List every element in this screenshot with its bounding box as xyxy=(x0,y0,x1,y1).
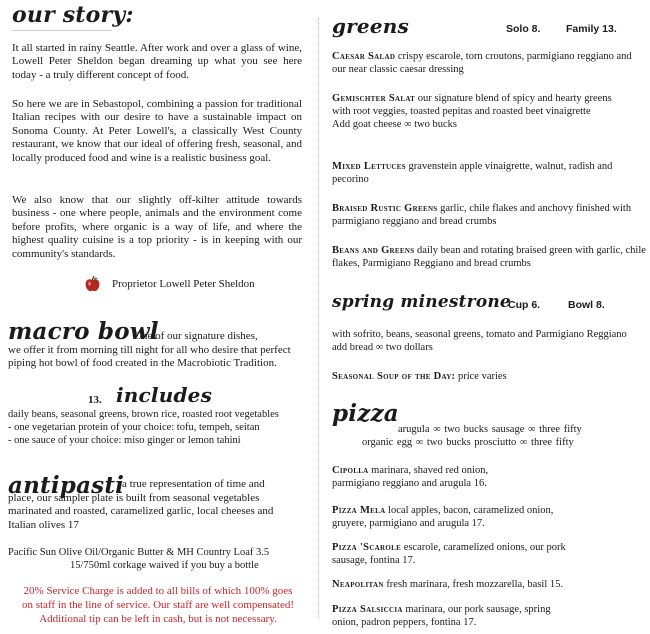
item-name: Mixed Lettuces xyxy=(332,161,406,172)
includes-line-3: - one sauce of your choice: miso ginger or lemon tahini xyxy=(8,435,241,446)
soup-name: Seasonal Soup of the Day: xyxy=(332,371,456,382)
menu-item xyxy=(332,244,646,270)
olive-oil-line: Pacific Sun Olive Oil/Organic Butter & MH Country Loaf 3.5 xyxy=(8,547,270,558)
item-name: Gemischter Salat xyxy=(332,93,416,104)
soup-desc: price varies xyxy=(457,371,507,382)
menu-item xyxy=(332,202,644,228)
menu-item xyxy=(332,603,572,629)
item-desc: marinara, our pork sausage, spring onion, padron peppers, fontina 17. xyxy=(332,604,551,628)
greens-solo-price: Solo 8. xyxy=(506,23,541,35)
menu-item xyxy=(332,504,572,530)
column-divider xyxy=(318,18,320,618)
item-extra: Add goat cheese ∞ two bucks xyxy=(332,119,457,130)
macro-intro-first: One of our signature dishes, xyxy=(134,330,258,342)
menu-item xyxy=(332,50,644,76)
item-name: Braised Rustic Greens xyxy=(332,203,438,214)
item-desc: local apples, bacon, caramelized onion, gruyere, parmigiano and arugula 17. xyxy=(332,505,554,529)
item-desc: escarole, caramelized onions, our pork sausage, fontina 17. xyxy=(332,542,566,566)
menu-item xyxy=(332,578,644,591)
minestrone-extra: add bread ∞ two dollars xyxy=(332,342,433,353)
antipasti-desc: place, our sampler plate is built from seasonal vegetables marinated and roasted, caramelized garlic, local cheeses and Italian olives 17 xyxy=(8,492,274,531)
item-name: Cipolla xyxy=(332,465,369,476)
menu-item xyxy=(332,160,622,186)
item-name: Beans and Greens xyxy=(332,245,415,256)
item-desc: gravenstein apple vinaigrette, walnut, radish and pecorino xyxy=(332,161,613,185)
soup-of-day xyxy=(332,370,644,383)
pizza-addons-1: arugula ∞ two bucks sausage ∞ three fifty xyxy=(398,424,582,435)
our-story-p1: It all started in rainy Seattle. After work and over a glass of wine, Lowell Peter Sheldon began dreaming up what you see here today - a truly different concept of food. xyxy=(12,42,302,81)
macro-intro: we offer it from morning till night for all who desire that perfect piping hot bowl of food created in the Macrobiotic Tradition. xyxy=(8,344,291,370)
item-desc: fresh marinara, fresh mozzarella, basil 15. xyxy=(386,579,563,590)
service-note-3: Additional tip can be left in cash, but is not necessary. xyxy=(39,613,277,625)
menu-item xyxy=(332,464,522,490)
greens-family-price: Family 13. xyxy=(566,23,617,35)
apple-icon xyxy=(84,276,101,293)
minestrone-desc: with sofrito, beans, seasonal greens, tomato and Parmigiano Reggiano xyxy=(332,329,627,340)
menu-item xyxy=(332,92,616,131)
item-name: Pizza 'Scarole xyxy=(332,542,402,553)
item-desc: crispy escarole, torn croutons, parmigiano reggiano and our near classic caesar dressing xyxy=(332,51,632,75)
antipasti-title: antipasti xyxy=(8,472,125,499)
item-desc: marinara, shaved red onion, parmigiano reggiano and arugula 16. xyxy=(332,465,489,489)
item-name: Pizza Salsiccia xyxy=(332,604,403,615)
service-note-1: 20% Service Charge is added to all bills of which 100% goes xyxy=(23,585,293,597)
pizza-title: pizza xyxy=(332,400,399,427)
includes-line-2: - one vegetarian protein of your choice: tofu, tempeh, seitan xyxy=(8,422,260,433)
item-name: Neapolitan xyxy=(332,579,384,590)
our-story-p2: So here we are in Sebastopol, combining a passion for traditional Italian recipes with our desire to have a sustainable impact on Sonoma County. At Peter Lowell's, a classically West County restaurant, we know that our ideal of offering fresh, seasonal, and locally produced food and wine is a realistic business goal. xyxy=(12,98,302,164)
item-desc: our signature blend of spicy and hearty greens with root veggies, toasted pepitas and roasted beet vinaigrette xyxy=(332,93,612,117)
greens-title: greens xyxy=(332,14,409,38)
item-name: Pizza Mela xyxy=(332,505,386,516)
title-underline xyxy=(12,30,112,31)
our-story-p3: We also know that our slightly off-kilter attitude towards business - one where people, animals and the environment come before profits, where organic is a way of life, and where the highest quality cuisine is a top priority - is in keeping with our community's standards. xyxy=(12,194,302,260)
minestrone-bowl-price: Bowl 8. xyxy=(568,299,605,311)
proprietor-line: Proprietor Lowell Peter Sheldon xyxy=(112,278,255,290)
minestrone-cup-price: Cup 6. xyxy=(508,299,541,311)
service-note-2: on staff in the line of service. Our staff are well compensated! xyxy=(21,599,295,611)
includes-line-1: daily beans, seasonal greens, brown rice, roasted root vegetables xyxy=(8,409,279,420)
includes-title: includes xyxy=(116,383,213,407)
item-desc: daily bean and rotating braised green with garlic, chile flakes, Parmigiano Reggiano and bread crumbs xyxy=(332,245,646,269)
macro-bowl-title: macro bowl xyxy=(8,318,159,345)
menu-item xyxy=(332,541,568,567)
item-name: Caesar Salad xyxy=(332,51,396,62)
our-story-title: our story: xyxy=(12,2,134,28)
macro-price: 13. xyxy=(88,394,102,406)
antipasti-desc-first: a true representation of time and xyxy=(122,478,265,490)
item-desc: garlic, chile flakes and anchovy finished with parmigiano reggiano and bread crumbs xyxy=(332,203,632,227)
corkage-line: 15/750ml corkage waived if you buy a bottle xyxy=(70,560,259,571)
minestrone-title: spring minestrone xyxy=(332,292,511,312)
pizza-addons-2: organic egg ∞ two bucks prosciutto ∞ three fifty xyxy=(362,437,574,448)
